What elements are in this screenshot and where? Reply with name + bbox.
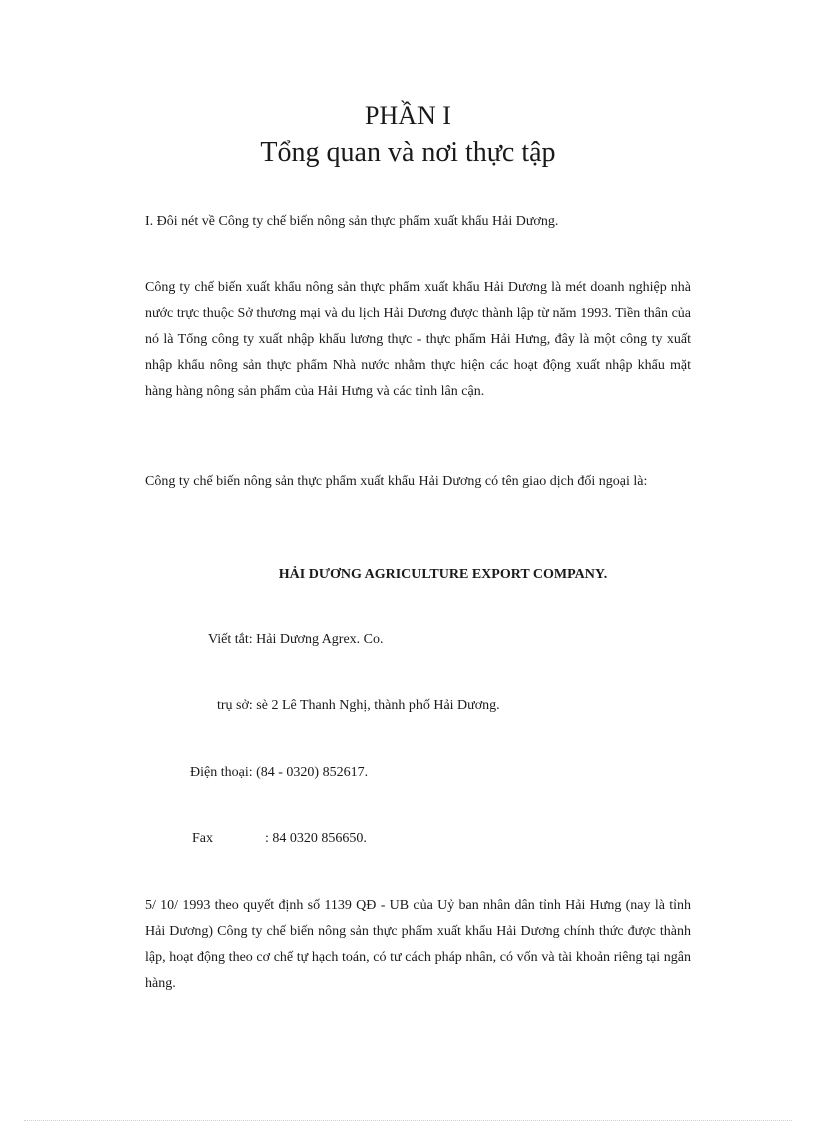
address-line: trụ sở: sè 2 Lê Thanh Nghị, thành phố Hải Dương. [217, 698, 500, 713]
abbreviation-line: Viết tắt: Hải Dương Agrex. Co. [208, 632, 384, 647]
paragraph-text: 5/ 10/ 1993 theo quyết định số 1139 QĐ - UB của Uỷ ban nhân dân tỉnh Hải Hưng (nay là tỉnh Hải Dương) Công ty chế biến nông sản thực phẩm xuất khẩu Hải Dương chính thức được thành lập, hoạt động theo cơ chế tự hạch toán, có tư cách pháp nhân, có vốn và tài khoản riêng tại ngân hàng. [145, 898, 691, 991]
section-heading: I. Đôi nét về Công ty chế biến nông sản thực phẩm xuất khẩu Hải Dương. [145, 214, 559, 229]
paragraph-text: Công ty chế biến nông sản thực phẩm xuất khẩu Hải Dương có tên giao dịch đối ngoại là: [145, 474, 648, 489]
phone-line: Điện thoại: (84 - 0320) 852617. [190, 765, 369, 780]
part-heading: PHẦN I [365, 101, 451, 130]
paragraph-establishment [145, 893, 691, 997]
company-name: HẢI DƯƠNG AGRICULTURE EXPORT COMPANY. [278, 567, 608, 582]
chapter-title: Tổng quan và nơi thực tập [260, 137, 556, 168]
paragraph-company-intro [145, 275, 691, 405]
paragraph-text: Công ty chế biến xuất khẩu nông sản thực phẩm xuất khẩu Hải Dương là mét doanh nghiệp nhà nước trực thuộc Sở thương mại và du lịch Hải Dương được thành lập từ năm 1993. Tiền thân của nó là Tổng công ty xuất nhập khẩu lương thực - thực phẩm Hải Hưng, đây là một công ty xuất nhập khẩu nông sản thực phẩm Nhà nước nhằm thực hiện các hoạt động xuất nhập khẩu mặt hàng hàng nông sản phẩm của Hải Hưng và các tỉnh lân cận. [145, 280, 691, 399]
fax-label: Fax [192, 831, 213, 846]
fax-line [192, 826, 367, 852]
fax-value: : 84 0320 856650. [265, 831, 367, 846]
page-bottom-divider [24, 1120, 792, 1121]
paragraph-trading-name [145, 469, 691, 495]
